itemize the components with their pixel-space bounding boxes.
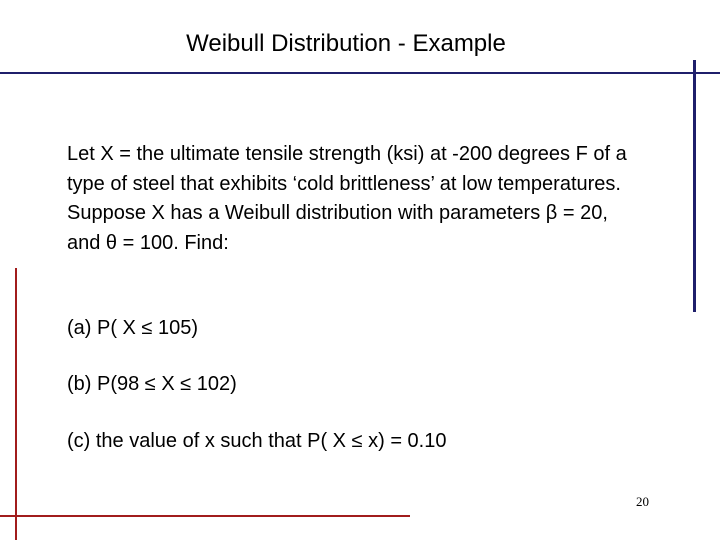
question-part-b: (b) P(98 ≤ X ≤ 102) <box>67 373 237 395</box>
question-part-a: (a) P( X ≤ 105) <box>67 317 199 339</box>
slide-title: Weibull Distribution - Example <box>186 30 506 57</box>
right-vertical-rule <box>693 60 696 312</box>
page-number: 20 <box>636 494 649 509</box>
question-part-c: (c) the value of x such that P( X ≤ x) = 0.10 <box>67 430 447 452</box>
top-horizontal-rule <box>0 72 720 74</box>
problem-statement: Let X = the ultimate tensile strength (ksi) at -200 degrees F of a type of steel that exhibits ‘cold brittleness’ at low temperatures. Suppose X has a Weibull distribution with parameters β = 20, and θ = 100. Find: <box>67 143 627 254</box>
bottom-horizontal-rule <box>0 515 410 517</box>
left-vertical-rule <box>15 268 17 540</box>
